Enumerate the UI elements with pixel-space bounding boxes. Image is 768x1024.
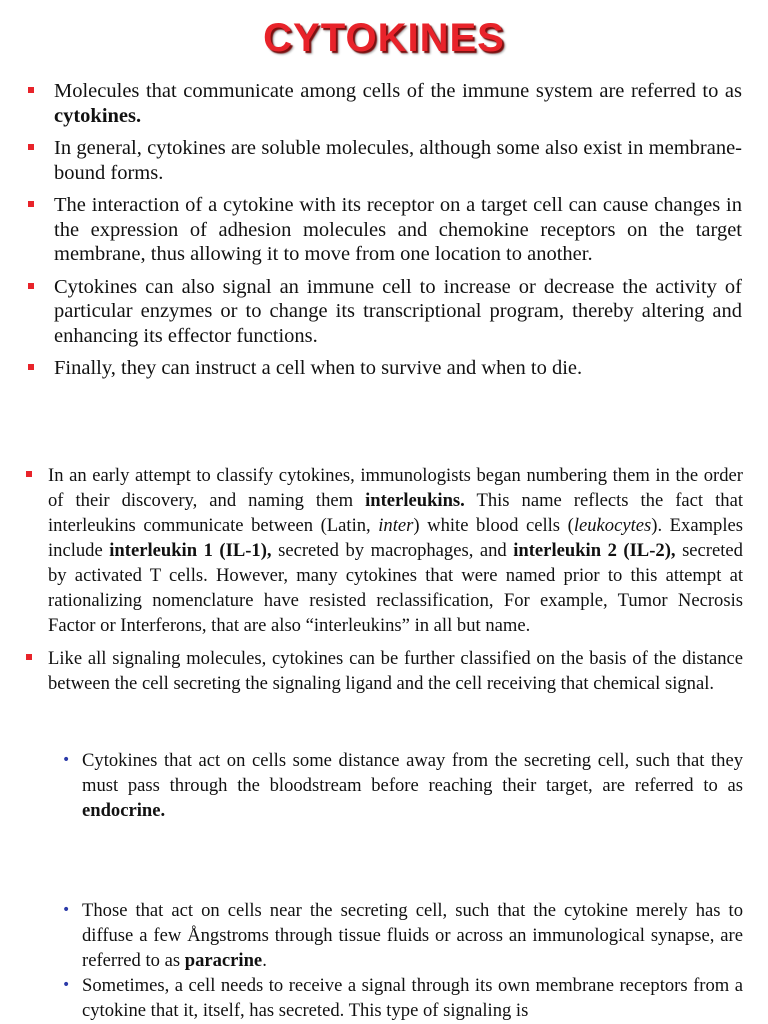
list-item	[22, 646, 743, 696]
sub-list-item	[60, 898, 743, 973]
item-text: Molecules that communicate among cells of the immune system are referred to as	[54, 80, 742, 102]
item-text: ) white blood cells (	[413, 515, 574, 536]
list-item	[26, 193, 742, 267]
item-italic: inter	[378, 515, 414, 536]
bullet-list-classification	[22, 463, 743, 704]
square-bullet-icon	[28, 201, 34, 207]
list-item	[26, 275, 742, 349]
item-italic: leukocytes	[573, 515, 652, 536]
item-text: Cytokines can also signal an immune cell to increase or decrease the activity of particular enzymes or to change its transcriptional program, thereby altering and enhancing its effector functions.	[54, 275, 742, 347]
round-bullet-icon: •	[62, 902, 71, 918]
item-text: Sometimes, a cell needs to receive a signal through its own membrane receptors from a cytokine that it, itself, has secreted. This type of signaling is	[82, 975, 743, 1021]
item-bold: paracrine	[184, 950, 263, 971]
page-title: CYTOKINES	[263, 16, 505, 60]
item-bold: cytokines.	[54, 104, 142, 127]
item-text: Those that act on cells near the secreting cell, such that the cytokine merely has to diffuse a few Ångstroms through tissue fluids or across an immunological synapse, are referred to as	[82, 900, 743, 971]
square-bullet-icon	[26, 471, 32, 477]
item-text: The interaction of a cytokine with its receptor on a target cell can cause changes in the expression of adhesion molecules and chemokine receptors on the target membrane, thus allowing it to move from one location to another.	[54, 194, 742, 265]
list-item	[22, 463, 743, 638]
bullet-list-overview	[26, 79, 742, 389]
round-bullet-icon: •	[62, 752, 71, 768]
list-item	[26, 136, 742, 185]
item-bold: interleukin 2 (IL-2),	[513, 540, 676, 561]
square-bullet-icon	[28, 364, 34, 370]
item-bold: interleukins.	[365, 490, 465, 511]
square-bullet-icon	[28, 283, 34, 289]
item-text: secreted by activated T cells. However, many cytokines that were named prior to this attempt at rationalizing nomenclature have resisted reclassification, For example, Tumor Necrosis Factor or Interferons, that are also “interleukins” in all but name.	[48, 540, 743, 636]
item-text: ). Examples include	[48, 515, 743, 561]
item-text: secreted by macrophages, and	[271, 540, 514, 561]
sub-list-item	[60, 748, 743, 823]
item-bold: interleukin 1 (IL-1),	[109, 540, 272, 561]
item-text: Like all signaling molecules, cytokines can be further classified on the basis of the distance between the cell secreting the signaling ligand and the cell receiving that chemical signal.	[48, 648, 743, 694]
sub-list-paracrine	[60, 898, 743, 1023]
item-text: Cytokines that act on cells some distance away from the secreting cell, such that they must pass through the bloodstream before reaching their target, are referred to as	[82, 750, 743, 796]
item-text: This name reflects the fact that interleukins communicate between (Latin,	[48, 490, 743, 536]
item-text: .	[262, 950, 267, 971]
square-bullet-icon	[26, 654, 32, 660]
item-text: In an early attempt to classify cytokines, immunologists began numbering them in the order of their discovery, and naming them	[48, 465, 743, 511]
sub-list-endocrine	[60, 748, 743, 823]
round-bullet-icon: •	[62, 977, 71, 993]
item-text: In general, cytokines are soluble molecules, although some also exist in membrane-bound forms.	[54, 137, 742, 184]
square-bullet-icon	[28, 87, 34, 93]
sub-list-item	[60, 973, 743, 1023]
item-bold: endocrine.	[82, 800, 166, 821]
item-text: Finally, they can instruct a cell when to survive and when to die.	[54, 357, 583, 379]
list-item	[26, 79, 742, 128]
list-item	[26, 356, 742, 381]
square-bullet-icon	[28, 144, 34, 150]
